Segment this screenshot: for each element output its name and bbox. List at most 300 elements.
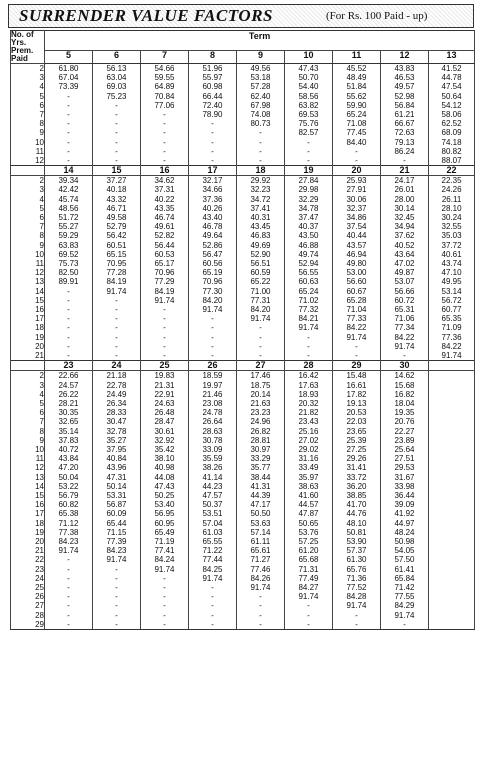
term-value: 7: [141, 50, 189, 63]
factor-value: 62.40: [250, 91, 271, 101]
factor-value: 77.06: [154, 100, 175, 110]
factor-value: 28.10: [441, 203, 462, 213]
factor-value: 43.83: [394, 64, 415, 73]
factor-value: 35.59: [202, 454, 223, 464]
factor-value: 43.50: [298, 231, 319, 241]
factor-value: 53.22: [58, 481, 79, 491]
factor-value: 23.43: [298, 417, 319, 427]
factor-value: 77.29: [154, 277, 175, 287]
factor-value: 18.75: [250, 380, 271, 390]
factor-value: 28.21: [58, 398, 79, 408]
factor-value: -: [115, 582, 118, 592]
factor-value: 44.76: [346, 509, 367, 519]
year-label: 26: [35, 592, 44, 602]
term-value: 12: [381, 50, 429, 63]
factor-value: 72.63: [394, 128, 415, 138]
factor-value: -: [307, 341, 310, 351]
factor-value: 84.20: [202, 295, 223, 305]
factor-value: -: [115, 156, 118, 166]
factor-value: 57.28: [250, 82, 271, 92]
factor-value: 47.57: [202, 490, 223, 500]
factor-value: 32.55: [441, 222, 462, 232]
years-paid-column: [11, 64, 45, 166]
factor-value: 65.19: [202, 268, 223, 278]
factor-value: -: [115, 314, 118, 324]
factor-value: 38.26: [202, 463, 223, 473]
factor-value: 77.41: [154, 546, 175, 556]
factor-value: -: [115, 601, 118, 611]
factor-value: 40.22: [154, 194, 175, 204]
factor-value: 60.95: [154, 518, 175, 528]
factor-value: -: [307, 332, 310, 342]
term-header-row: [11, 361, 475, 371]
factor-value: 30.97: [250, 444, 271, 454]
factor-block-row: [11, 371, 475, 630]
factor-value: 47.87: [298, 509, 319, 519]
factor-value: 80.73: [250, 119, 271, 129]
factor-value: 91.74: [250, 314, 271, 324]
year-label: 9: [39, 128, 44, 138]
factor-value: 50.50: [250, 509, 271, 519]
factor-value: 40.52: [394, 240, 415, 250]
factor-value: 29.98: [298, 185, 319, 195]
year-label: 10: [35, 444, 44, 454]
factor-value: 57.04: [202, 518, 223, 528]
year-label: 27: [35, 601, 44, 611]
year-label: 13: [35, 277, 44, 287]
year-label: 19: [35, 527, 44, 537]
factor-value: 68.09: [441, 128, 462, 138]
factor-value: 59.29: [58, 231, 79, 241]
factor-value: 33.72: [346, 472, 367, 482]
factor-value: 72.40: [202, 100, 223, 110]
factor-value: -: [259, 351, 262, 361]
factor-value: 61.11: [250, 536, 271, 546]
factor-value: 23.65: [346, 426, 367, 436]
year-label: 11: [35, 259, 44, 269]
year-label: 3: [39, 185, 44, 195]
factor-value: 19.83: [154, 371, 175, 381]
factor-value: -: [67, 351, 70, 361]
page-subtitle: (For Rs. 100 Paid - up): [326, 10, 428, 22]
factor-value: 47.54: [441, 82, 462, 92]
term-value: 11: [333, 50, 381, 63]
factor-value: -: [67, 110, 70, 120]
factor-value: -: [211, 156, 214, 166]
factor-value: 59.90: [346, 100, 367, 110]
factor-column: [333, 371, 381, 630]
factor-value: 84.19: [154, 286, 175, 296]
factor-value: -: [67, 582, 70, 592]
factor-value: 21.82: [298, 408, 319, 418]
factor-value: 21.46: [202, 389, 223, 399]
factor-value: 71.09: [441, 323, 462, 333]
factor-value: 56.42: [106, 231, 127, 241]
factor-value: -: [115, 610, 118, 620]
factor-value: 20.32: [298, 398, 319, 408]
factor-value: 37.47: [298, 213, 319, 223]
factor-value: -: [307, 156, 310, 166]
factor-value: 50.64: [441, 91, 462, 101]
factor-value: -: [355, 610, 358, 620]
factor-value: 30.35: [58, 408, 79, 418]
years-paid-header: No. of Yrs. Prem. Paid: [11, 31, 45, 64]
factor-value: 84.19: [106, 277, 127, 287]
factor-value: 24.49: [106, 389, 127, 399]
factor-value: 43.84: [58, 454, 79, 464]
factor-value: -: [307, 619, 310, 629]
factor-value: 91.74: [58, 546, 79, 556]
factor-column: [141, 371, 189, 630]
factor-value: 37.83: [58, 435, 79, 445]
factor-value: 69.53: [298, 110, 319, 120]
factor-value: 77.34: [394, 323, 415, 333]
factor-value: 26.48: [154, 408, 175, 418]
factor-value: -: [355, 146, 358, 156]
year-label: 14: [35, 286, 44, 296]
factor-value: 71.00: [250, 286, 271, 296]
factor-value: -: [67, 100, 70, 110]
factor-value: -: [403, 619, 406, 629]
term-value: 21: [381, 166, 429, 176]
factor-value: -: [67, 314, 70, 324]
year-label: 18: [35, 518, 44, 528]
year-label: 11: [35, 454, 44, 464]
factor-value: -: [115, 573, 118, 583]
factor-value: 61.41: [394, 564, 415, 574]
factor-value: 48.24: [394, 527, 415, 537]
factor-column: [237, 176, 285, 361]
factor-value: 40.72: [58, 444, 79, 454]
factor-value: 32.17: [202, 176, 223, 186]
factor-value: 40.26: [202, 203, 223, 213]
factor-value: -: [67, 610, 70, 620]
factor-value: -: [307, 351, 310, 361]
term-value: 27: [237, 361, 285, 371]
factor-value: 32.78: [106, 426, 127, 436]
factor-value: 23.89: [394, 435, 415, 445]
factor-value: 56.84: [394, 100, 415, 110]
factor-value: 57.50: [394, 555, 415, 565]
factor-value: -: [115, 119, 118, 129]
year-label: 29: [35, 619, 44, 629]
factor-value: -: [259, 332, 262, 342]
factor-value: 29.92: [250, 176, 271, 186]
factor-value: 84.21: [298, 314, 319, 324]
factor-value: 84.28: [346, 592, 367, 602]
factor-value: 45.74: [58, 194, 79, 204]
factor-value: 52.86: [202, 240, 223, 250]
factor-value: 60.98: [202, 82, 223, 92]
factor-value: 28.63: [202, 426, 223, 436]
factor-value: 49.74: [298, 249, 319, 259]
year-label: 2: [39, 371, 44, 381]
factor-value: 47.10: [441, 268, 462, 278]
term-values-row: [11, 50, 475, 63]
factor-value: 25.64: [394, 444, 415, 454]
factor-value: 43.40: [202, 213, 223, 223]
factor-value: -: [163, 573, 166, 583]
factor-column: [333, 176, 381, 361]
factor-value: 37.95: [106, 444, 127, 454]
factor-value: 52.79: [106, 222, 127, 232]
factor-value: 33.29: [250, 454, 271, 464]
factor-value: 29.02: [298, 444, 319, 454]
factor-value: 35.77: [250, 463, 271, 473]
year-label: 15: [35, 295, 44, 305]
factor-value: 24.78: [202, 408, 223, 418]
factor-value: 71.31: [298, 564, 319, 574]
years-paid-column: [11, 176, 45, 361]
factor-value: -: [67, 601, 70, 611]
term-value: 26: [189, 361, 237, 371]
factor-value: 17.82: [346, 389, 367, 399]
factor-value: 55.97: [202, 73, 223, 83]
factor-value: -: [163, 314, 166, 324]
factor-value: 27.51: [394, 454, 415, 464]
factor-value: -: [163, 341, 166, 351]
factor-value: 77.52: [346, 582, 367, 592]
factor-column: [45, 176, 93, 361]
factor-value: -: [115, 592, 118, 602]
year-label: 4: [39, 389, 44, 399]
factor-value: 44.39: [250, 490, 271, 500]
factor-value: 32.45: [394, 213, 415, 223]
factor-value: 61.03: [202, 527, 223, 537]
year-label: 17: [35, 509, 44, 519]
factor-value: 36.44: [394, 490, 415, 500]
factor-value: -: [307, 146, 310, 156]
factor-value: 77.30: [202, 286, 223, 296]
factor-value: 49.64: [202, 231, 223, 241]
year-label: 28: [35, 610, 44, 620]
factor-value: 18.59: [202, 371, 223, 381]
factor-value: 43.96: [106, 463, 127, 473]
factor-value: -: [403, 156, 406, 166]
factor-value: 60.72: [394, 295, 415, 305]
term-value: 8: [189, 50, 237, 63]
year-label: 20: [35, 536, 44, 546]
factor-column: [285, 64, 333, 166]
factor-value: 30.24: [441, 213, 462, 223]
factor-value: 56.72: [441, 295, 462, 305]
factor-value: 84.23: [106, 546, 127, 556]
factor-value: 60.51: [106, 240, 127, 250]
factor-value: 58.56: [298, 91, 319, 101]
factor-value: 27.25: [346, 444, 367, 454]
year-label: 16: [35, 305, 44, 315]
factor-value: -: [211, 323, 214, 333]
factor-value: 77.44: [202, 555, 223, 565]
factor-value: 38.44: [250, 472, 271, 482]
factor-value: -: [115, 110, 118, 120]
factor-value: 77.31: [250, 295, 271, 305]
factor-value: 32.23: [250, 185, 271, 195]
factor-value: 77.28: [106, 268, 127, 278]
factor-value: 16.61: [346, 380, 367, 390]
factor-value: 39.34: [58, 176, 79, 186]
factor-value: 51.72: [58, 213, 79, 223]
factor-value: 54.66: [154, 64, 175, 73]
factor-value: 91.74: [154, 564, 175, 574]
factor-value: 43.74: [441, 259, 462, 269]
factor-value: 60.77: [441, 305, 462, 315]
factor-value: 73.39: [58, 82, 79, 92]
factor-value: 53.76: [298, 527, 319, 537]
factor-value: 71.02: [298, 295, 319, 305]
factor-value: 56.51: [250, 259, 271, 269]
factor-value: 37.31: [154, 185, 175, 195]
term-value: 20: [333, 166, 381, 176]
factor-value: 37.72: [441, 240, 462, 250]
factor-value: 74.08: [250, 110, 271, 120]
factor-value: 47.20: [58, 463, 79, 473]
factor-value: 27.84: [298, 176, 319, 186]
factor-value: -: [211, 146, 214, 156]
factor-value: 91.74: [106, 286, 127, 296]
factor-value: 49.95: [441, 277, 462, 287]
factor-value: -: [67, 573, 70, 583]
term-value: 28: [285, 361, 333, 371]
factor-value: -: [67, 156, 70, 166]
factor-value: 53.07: [394, 277, 415, 287]
factor-value: 51.96: [202, 64, 223, 73]
factor-value: 26.64: [202, 417, 223, 427]
factor-value: 21.63: [250, 398, 271, 408]
factor-value: 35.97: [298, 472, 319, 482]
factor-column: [189, 176, 237, 361]
factor-value: 26.82: [250, 426, 271, 436]
factor-value: 57.14: [250, 527, 271, 537]
factor-value: 21.18: [106, 371, 127, 381]
factor-value: 84.22: [394, 332, 415, 342]
factor-value: 71.19: [154, 536, 175, 546]
factor-value: 63.83: [58, 240, 79, 250]
factor-value: 37.62: [394, 231, 415, 241]
factor-value: 43.57: [346, 240, 367, 250]
factor-value: 71.04: [346, 305, 367, 315]
factor-value: -: [211, 592, 214, 602]
factor-value: 52.90: [250, 249, 271, 259]
year-label: 5: [39, 398, 44, 408]
factor-value: 66.44: [202, 91, 223, 101]
factor-value: 30.78: [202, 435, 223, 445]
year-label: 2: [39, 176, 44, 186]
factor-value: 91.74: [202, 573, 223, 583]
factor-value: 70.95: [106, 259, 127, 269]
factor-value: 31.67: [394, 472, 415, 482]
factor-column: [141, 64, 189, 166]
year-label: 4: [39, 82, 44, 92]
factor-value: -: [163, 592, 166, 602]
factor-value: -: [67, 619, 70, 629]
factor-value: 44.08: [154, 472, 175, 482]
term-value: 13: [429, 50, 475, 63]
year-label: 9: [39, 240, 44, 250]
factor-value: 50.81: [346, 527, 367, 537]
factor-value: -: [355, 619, 358, 629]
factor-value: 32.29: [298, 194, 319, 204]
factor-value: 47.17: [250, 500, 271, 510]
year-label: 17: [35, 314, 44, 324]
factor-value: 44.23: [202, 481, 223, 491]
factor-value: -: [163, 582, 166, 592]
factor-value: 53.90: [346, 536, 367, 546]
factor-value: -: [67, 128, 70, 138]
factor-value: 52.82: [154, 231, 175, 241]
factor-value: -: [259, 341, 262, 351]
factor-column: [93, 64, 141, 166]
year-label: 8: [39, 119, 44, 129]
factor-value: 46.94: [346, 249, 367, 259]
factor-value: 49.56: [250, 64, 271, 73]
factor-value: 35.03: [441, 231, 462, 241]
term-label: Term: [45, 31, 475, 51]
factor-value: -: [307, 601, 310, 611]
factor-value: 59.55: [154, 73, 175, 83]
year-label: 9: [39, 435, 44, 445]
factor-value: 50.14: [106, 481, 127, 491]
factor-value: -: [163, 137, 166, 147]
factor-value: -: [211, 619, 214, 629]
factor-value: -: [115, 619, 118, 629]
term-value: 29: [333, 361, 381, 371]
factor-column: [45, 64, 93, 166]
years-header-blank: [11, 361, 45, 371]
factor-value: -: [163, 601, 166, 611]
factor-value: 19.35: [394, 408, 415, 418]
factor-value: 24.17: [394, 176, 415, 186]
factor-value: 24.63: [154, 398, 175, 408]
factor-value: 43.35: [154, 203, 175, 213]
factor-column: [381, 64, 429, 166]
factor-value: 34.62: [154, 176, 175, 186]
factor-value: 30.06: [346, 194, 367, 204]
factor-value: 33.98: [394, 481, 415, 491]
factor-value: 77.38: [58, 527, 79, 537]
factor-value: 32.92: [154, 435, 175, 445]
factor-value: -: [211, 119, 214, 129]
factor-value: -: [67, 295, 70, 305]
factor-value: 60.63: [298, 277, 319, 287]
factor-value: -: [67, 286, 70, 296]
factor-value: 91.74: [394, 341, 415, 351]
factor-value: -: [259, 619, 262, 629]
factor-column: [285, 371, 333, 630]
factor-value: 91.74: [298, 323, 319, 333]
factor-value: 16.42: [298, 371, 319, 381]
year-label: 12: [35, 156, 44, 166]
factor-value: 46.78: [202, 222, 223, 232]
factor-value: 36.20: [346, 481, 367, 491]
year-label: 6: [39, 100, 44, 110]
factor-value: 55.62: [346, 91, 367, 101]
factor-value: -: [259, 592, 262, 602]
factor-value: -: [403, 351, 406, 361]
factor-value: 70.96: [202, 277, 223, 287]
factor-value: -: [115, 323, 118, 333]
factor-value: 53.00: [346, 268, 367, 278]
factor-value: 47.02: [394, 259, 415, 269]
factor-value: 91.74: [250, 582, 271, 592]
factor-value: 47.43: [298, 64, 319, 73]
factor-value: 45.52: [346, 64, 367, 73]
factor-column: [93, 176, 141, 361]
factor-value: 32.65: [58, 417, 79, 427]
factor-value: 56.79: [58, 490, 79, 500]
factor-value: 40.84: [106, 454, 127, 464]
factor-value: 49.80: [346, 259, 367, 269]
